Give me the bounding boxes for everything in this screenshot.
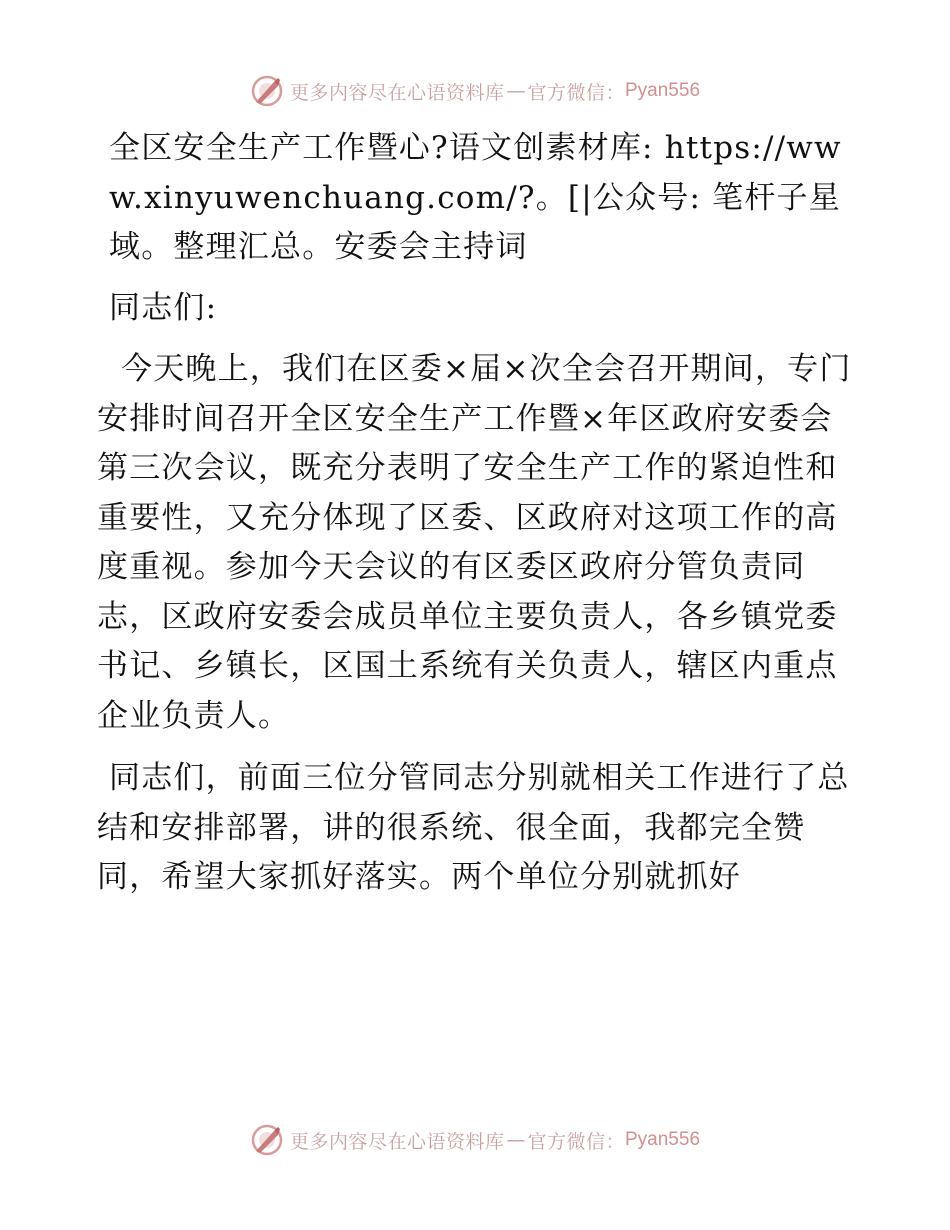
header-watermark [0,71,950,111]
greeting-line: 同志们: [109,289,218,326]
body-paragraph-2 [97,754,857,903]
document-body [97,124,857,903]
footer-watermark [0,1120,950,1160]
pen-logo-icon [250,74,284,108]
watermark-label: 官方微信： [527,1130,625,1153]
pen-logo-icon [250,1123,284,1157]
body-paragraph-2-text: 同志们，前面三位分管同志分别就相关工作进行了总结和安排部署，讲的很系统、很全面，我都完全赞同，希望大家抓好落实。两个单位分别就抓好 [97,760,850,895]
watermark-separator: — [506,1129,526,1151]
body-paragraph-1 [97,345,857,741]
watermark-brand: Pyan556 [625,1129,701,1150]
watermark-brand: Pyan556 [625,80,701,101]
document-title: 全区安全生产工作暨心?语文创素材库: https://www.xinyuwenchuang.com/?。[|公众号: 笔杆子星域。整理汇总。安委会主持词 [109,130,842,265]
body-paragraph-1-text: 今天晚上，我们在区委×届×次全会召开期间，专门安排时间召开全区安全生产工作暨×年区政府安委会第三次会议，既充分表明了安全生产工作的紧迫性和重要性，又充分体现了区委、区政府对这项工作的高度重视。参加今天会议的有区委区政府分管负责同志，区政府安委会成员单位主要负责人，各乡镇党委书记、乡镇长，区国土系统有关负责人，辖区内重点企业负责人。 [97,351,852,734]
watermark-text: 更多内容尽在心语资料库 [289,1130,505,1153]
watermark-text: 更多内容尽在心语资料库 [289,81,505,104]
watermark-separator: — [506,80,526,102]
watermark-label: 官方微信： [527,81,625,104]
